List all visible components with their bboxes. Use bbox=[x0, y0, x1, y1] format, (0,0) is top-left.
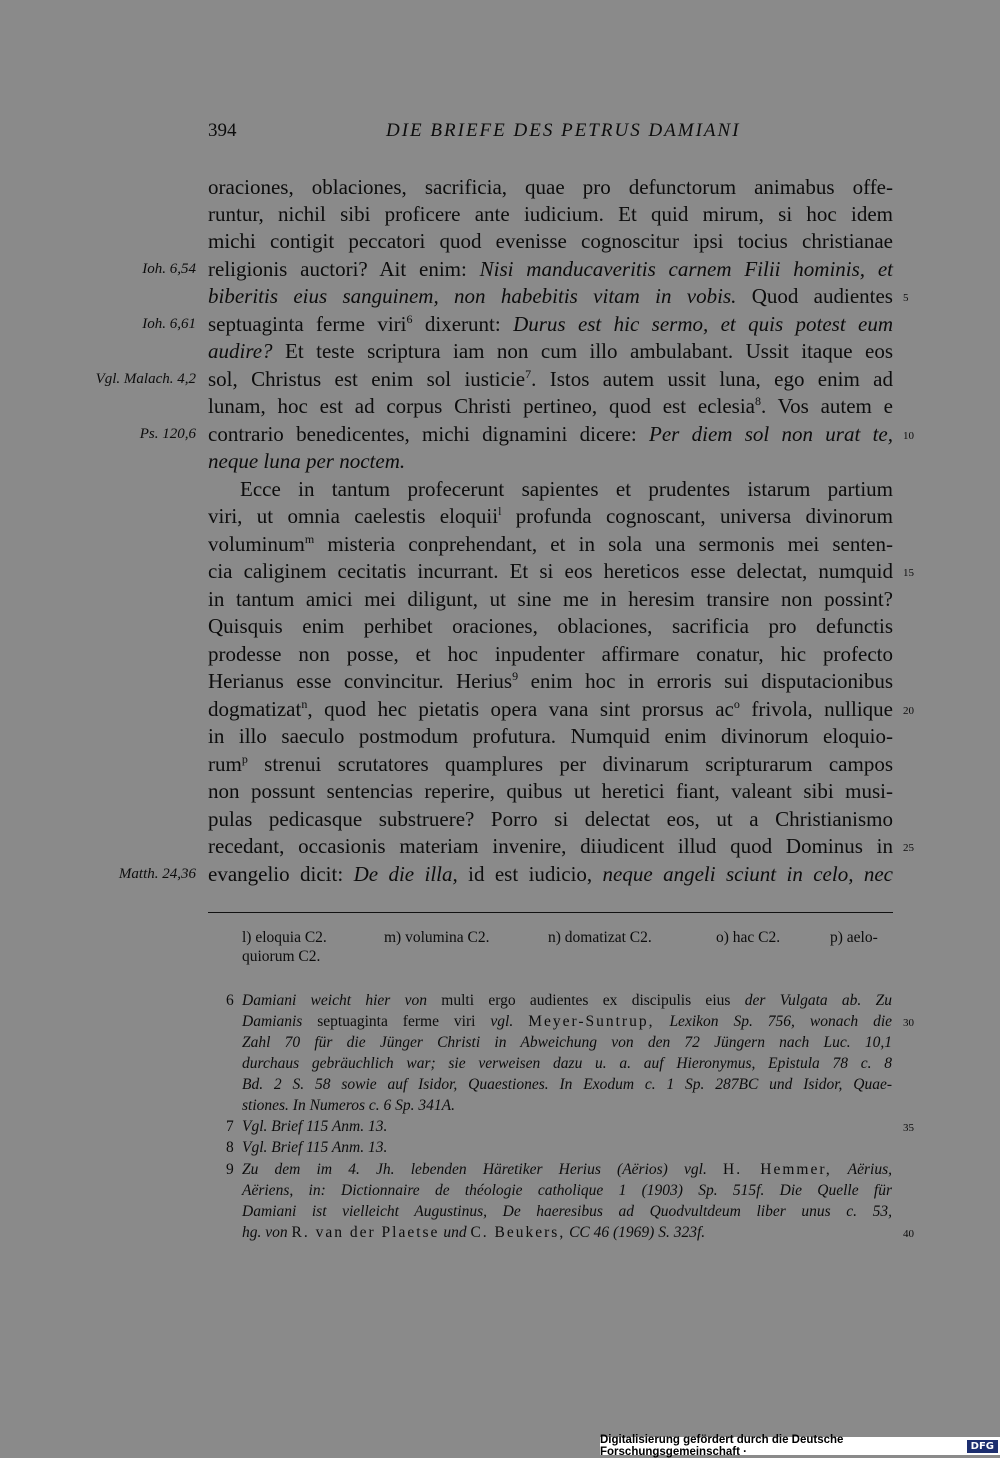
line-number: 30 bbox=[903, 1017, 914, 1029]
footnote-number: 7 bbox=[226, 1118, 234, 1135]
body-line: biberitis eius sanguinem, non habebitis vitam in vobis. Quod audientes bbox=[208, 284, 893, 308]
body-line: recedant, occasionis materiam invenire, diiudicent illud quod Dominus in bbox=[208, 834, 893, 858]
footnote-number: 6 bbox=[226, 992, 234, 1009]
apparatus-entry: n) domatizat C2. bbox=[548, 929, 652, 946]
footnote-line: Damiani ist vielleicht Augustinus, De haeresibus ad Quodvultdeum liber unus c. 53, bbox=[242, 1203, 892, 1220]
body-line: septuaginta ferme viri$^6$ dixerunt: Durus est hic sermo, et quis potest eum bbox=[208, 312, 894, 336]
line-number: 40 bbox=[903, 1228, 914, 1240]
apparatus-entry: p) aelo- bbox=[830, 929, 878, 946]
apparatus-entry: l) eloquia C2. bbox=[242, 929, 327, 946]
margin-reference: Ioh. 6,61 bbox=[142, 316, 196, 332]
footnote-line: Aëriens, in: Dictionnaire de théologie catholique 1 (1903) Sp. 515f. Die Quelle für bbox=[242, 1182, 892, 1199]
body-line: rum$^p$ strenui scrutatores quamplures per divinarum scripturarum campos bbox=[208, 752, 893, 776]
footnote-line: Bd. 2 S. 58 sowie auf Isidor, Quaestiones. In Exodum c. 1 Sp. 287BC und Isidor, Quae- bbox=[242, 1076, 892, 1093]
line-number: 35 bbox=[903, 1122, 914, 1134]
apparatus-entry: m) volumina C2. bbox=[384, 929, 490, 946]
footnote-line: Zu dem im 4. Jh. lebenden Häretiker Herius (Aërios) vgl. H. Hemmer, Aërius, bbox=[242, 1161, 893, 1178]
margin-reference: Matth. 24,36 bbox=[118, 866, 196, 882]
digitization-credit-bar bbox=[600, 1434, 1000, 1458]
body-line: in tantum amici mei diligunt, ut sine me in heresim transire non possint? bbox=[208, 587, 893, 611]
apparatus-entry: quiorum C2. bbox=[242, 948, 321, 965]
body-line: lunam, hoc est ad corpus Christi pertineo, quod est eclesia$^8$. Vos autem e bbox=[208, 394, 893, 418]
body-line: cia caliginem cecitatis incurrant. Et si eos hereticos esse delectat, numquid bbox=[208, 559, 893, 583]
body-line: michi contigit peccatori quod evenisse cognoscitur ipsi tocius christianae bbox=[208, 229, 893, 253]
body-line: pulas pedicasque substruere? Porro si delectat eos, ut a Christianismo bbox=[208, 807, 893, 831]
page-number: 394 bbox=[208, 120, 237, 141]
body-line: runtur, nichil sibi proficere ante iudicium. Et quid mirum, si hoc idem bbox=[208, 202, 893, 226]
dfg-logo: DFG bbox=[967, 1440, 998, 1453]
body-line: religionis auctori? Ait enim: Nisi manducaveritis carnem Filii hominis, et bbox=[208, 257, 893, 281]
line-number: 25 bbox=[903, 842, 914, 854]
line-number: 20 bbox=[903, 705, 914, 717]
body-line: evangelio dicit: De die illa, id est iudicio, neque angeli sciunt in celo, nec bbox=[208, 862, 893, 886]
body-line: voluminum$^m$ misteria conprehendant, et in sola una sermonis mei senten- bbox=[208, 532, 893, 556]
body-line: Ecce in tantum profecerunt sapientes et prudentes istarum partium bbox=[240, 477, 893, 501]
footnote-line: Vgl. Brief 115 Anm. 13. bbox=[242, 1139, 388, 1156]
body-line: audire? Et teste scriptura iam non cum illo ambulabant. Ussit itaque eos bbox=[208, 339, 893, 363]
body-line: dogmatizat$^n$, quod hec pietatis opera vana sint prorsus $ac^o$ frivola, nullique bbox=[208, 697, 893, 721]
body-line: Quisquis enim perhibet oraciones, oblaciones, sacrificia pro defunctis bbox=[208, 614, 893, 638]
body-line: contrario benedicentes, michi dignamini dicere: Per diem sol non urat te, bbox=[208, 422, 893, 446]
body-line: non possunt sentencias reperire, quibus ut heretici fiant, valeant sibi musi- bbox=[208, 779, 893, 803]
body-line: Herianus esse convincitur. Herius$^9$ enim hoc in erroris sui disputacionibus bbox=[208, 669, 893, 693]
margin-reference: Ps. 120,6 bbox=[139, 426, 196, 442]
footnote-line: hg. von R. van der Plaetse und C. Beukers, CC 46 (1969) S. 323f. bbox=[242, 1224, 706, 1241]
footnote-line: Vgl. Brief 115 Anm. 13. bbox=[242, 1118, 388, 1135]
body-line: in illo saeculo postmodum profutura. Numquid enim divinorum eloquio- bbox=[208, 724, 893, 748]
line-number: 10 bbox=[903, 430, 914, 442]
body-line: prodesse non posse, et hoc inpudenter affirmare conatur, hic profecto bbox=[208, 642, 893, 666]
footnote-number: 8 bbox=[226, 1139, 234, 1156]
footnote-number: 9 bbox=[226, 1161, 234, 1178]
apparatus-entry: o) hac C2. bbox=[716, 929, 781, 946]
footnote-line: Damianis septuaginta ferme viri vgl. Meyer-Suntrup, Lexikon Sp. 756, wonach die bbox=[242, 1013, 893, 1030]
margin-reference: Ioh. 6,54 bbox=[142, 261, 196, 277]
digitization-credit: Digitalisierung gefördert durch die Deutsche Forschungsgemeinschaft · bbox=[600, 1434, 844, 1458]
margin-reference: Vgl. Malach. 4,2 bbox=[95, 371, 196, 387]
line-number: 5 bbox=[903, 292, 909, 304]
body-line: oraciones, oblaciones, sacrificia, quae pro defunctorum animabus offe- bbox=[208, 175, 893, 199]
footnote-line: Zahl 70 für die Jünger Christi in Abweichung von den 72 Jüngern nach Luc. 10,1 bbox=[242, 1034, 892, 1051]
footnote-rule bbox=[208, 912, 893, 913]
line-number: 15 bbox=[903, 567, 914, 579]
footnote-line: stiones. In Numeros c. 6 Sp. 341A. bbox=[242, 1097, 455, 1114]
running-head: DIE BRIEFE DES PETRUS DAMIANI bbox=[386, 120, 741, 141]
body-line: viri, ut omnia caelestis eloquii$^l$ profunda cognoscant, universa divinorum bbox=[208, 504, 893, 528]
footnote-line: Damiani weicht hier von multi ergo audientes ex discipulis eius der Vulgata ab. Zu bbox=[242, 992, 892, 1009]
footnote-line: durchaus gebräuchlich war; sie verweisen dazu u. a. auf Hieronymus, Epistula 78 c. 8 bbox=[242, 1055, 892, 1072]
body-line: sol, Christus est enim sol iusticie$^7$. Istos autem ussit luna, ego enim ad bbox=[208, 367, 893, 391]
body-line: neque luna per noctem. bbox=[208, 449, 406, 473]
